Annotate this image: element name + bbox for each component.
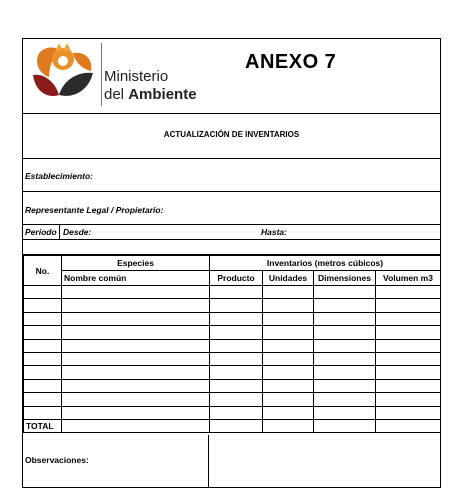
periodo-divider — [59, 225, 60, 239]
total-label: TOTAL — [24, 419, 62, 432]
form-header — [23, 39, 440, 114]
table-cell[interactable] — [314, 352, 376, 365]
table-cell[interactable] — [314, 406, 376, 419]
table-cell[interactable] — [62, 393, 210, 406]
table-cell[interactable] — [24, 326, 62, 339]
table-body — [24, 286, 441, 420]
table-cell[interactable] — [376, 312, 441, 325]
table-cell[interactable] — [263, 286, 314, 299]
table-row — [24, 312, 441, 325]
col-no-header: No. — [24, 256, 62, 286]
ministry-name-bold: Ambiente — [128, 86, 197, 103]
table-cell[interactable] — [263, 366, 314, 379]
table-cell[interactable] — [62, 299, 210, 312]
table-cell[interactable] — [376, 352, 441, 365]
col-dimensiones-header: Dimensiones — [314, 271, 376, 286]
table-cell[interactable] — [210, 286, 263, 299]
table-cell[interactable] — [210, 352, 263, 365]
table-cell[interactable] — [263, 393, 314, 406]
table-row — [24, 286, 441, 299]
table-cell[interactable] — [376, 419, 441, 432]
table-cell[interactable] — [376, 326, 441, 339]
table-cell[interactable] — [62, 352, 210, 365]
table-row — [24, 339, 441, 352]
ministry-name-line1: Ministerio — [104, 68, 169, 85]
table-cell[interactable] — [314, 379, 376, 392]
table-cell[interactable] — [24, 312, 62, 325]
table-cell[interactable] — [263, 419, 314, 432]
annex-title: ANEXO 7 — [245, 51, 337, 73]
table-cell[interactable] — [62, 339, 210, 352]
ministry-emblem-icon — [29, 39, 99, 111]
table-row — [24, 352, 441, 365]
table-header-row-2 — [24, 271, 441, 286]
table-cell[interactable] — [263, 352, 314, 365]
hasta-label: Hasta: — [261, 227, 287, 237]
inventarios-group-header: Inventarios (metros cúbicos) — [210, 256, 441, 271]
spacer-row — [23, 240, 440, 255]
ministry-logo — [29, 39, 199, 111]
table-cell[interactable] — [263, 312, 314, 325]
table-cell[interactable] — [263, 326, 314, 339]
total-row — [24, 419, 441, 432]
table-cell[interactable] — [314, 366, 376, 379]
table-cell[interactable] — [62, 286, 210, 299]
table-cell[interactable] — [24, 406, 62, 419]
table-cell[interactable] — [210, 379, 263, 392]
table-cell[interactable] — [376, 406, 441, 419]
table-cell[interactable] — [376, 379, 441, 392]
table-cell[interactable] — [210, 366, 263, 379]
inventory-table — [23, 255, 441, 433]
col-producto-header: Producto — [210, 271, 263, 286]
table-cell[interactable] — [314, 339, 376, 352]
table-cell[interactable] — [314, 286, 376, 299]
table-cell[interactable] — [210, 419, 263, 432]
table-cell[interactable] — [24, 299, 62, 312]
desde-label: Desde: — [63, 227, 92, 237]
table-cell[interactable] — [210, 326, 263, 339]
observaciones-divider — [208, 435, 209, 487]
table-cell[interactable] — [62, 379, 210, 392]
table-cell[interactable] — [24, 339, 62, 352]
col-volumen-header: Volumen m3 — [376, 271, 441, 286]
table-row — [24, 299, 441, 312]
establecimiento-row — [23, 159, 440, 192]
periodo-label: Periodo — [25, 227, 57, 237]
table-cell[interactable] — [314, 419, 376, 432]
table-cell[interactable] — [24, 379, 62, 392]
table-cell[interactable] — [314, 326, 376, 339]
table-cell[interactable] — [314, 299, 376, 312]
especies-group-header: Especies — [62, 256, 210, 271]
observaciones-label: Observaciones: — [25, 455, 89, 465]
table-cell[interactable] — [210, 406, 263, 419]
col-unidades-header: Unidades — [263, 271, 314, 286]
table-cell[interactable] — [314, 393, 376, 406]
table-row — [24, 406, 441, 419]
table-cell[interactable] — [62, 366, 210, 379]
table-cell[interactable] — [62, 326, 210, 339]
table-cell[interactable] — [263, 379, 314, 392]
logo-divider — [101, 43, 102, 106]
table-cell[interactable] — [376, 393, 441, 406]
table-cell[interactable] — [376, 339, 441, 352]
table-row — [24, 326, 441, 339]
table-cell[interactable] — [210, 312, 263, 325]
table-cell[interactable] — [376, 366, 441, 379]
ministry-name-prefix: del — [104, 86, 125, 103]
table-cell[interactable] — [263, 339, 314, 352]
ministry-name-line2 — [104, 86, 197, 103]
table-row — [24, 393, 441, 406]
table-cell[interactable] — [376, 299, 441, 312]
table-row — [24, 366, 441, 379]
col-nombre-header: Nombre común — [62, 271, 210, 286]
table-cell[interactable] — [62, 419, 210, 432]
table-header-row-1 — [24, 256, 441, 271]
periodo-row — [23, 225, 440, 240]
table-cell[interactable] — [62, 312, 210, 325]
table-cell[interactable] — [210, 339, 263, 352]
table-cell[interactable] — [263, 406, 314, 419]
section-title: ACTUALIZACIÓN DE INVENTARIOS — [163, 130, 300, 139]
table-cell[interactable] — [24, 352, 62, 365]
table-cell[interactable] — [210, 393, 263, 406]
table-cell[interactable] — [314, 312, 376, 325]
representante-row — [23, 192, 440, 225]
table-cell[interactable] — [24, 286, 62, 299]
representante-label: Representante Legal / Propietario: — [25, 205, 164, 215]
table-cell[interactable] — [263, 299, 314, 312]
inventory-form — [22, 38, 441, 488]
table-cell[interactable] — [62, 406, 210, 419]
table-cell[interactable] — [376, 286, 441, 299]
table-cell[interactable] — [24, 366, 62, 379]
section-title-row — [23, 114, 440, 159]
table-cell[interactable] — [24, 393, 62, 406]
observaciones-area — [23, 435, 440, 487]
establecimiento-label: Establecimiento: — [25, 171, 94, 181]
table-row — [24, 379, 441, 392]
table-cell[interactable] — [210, 299, 263, 312]
